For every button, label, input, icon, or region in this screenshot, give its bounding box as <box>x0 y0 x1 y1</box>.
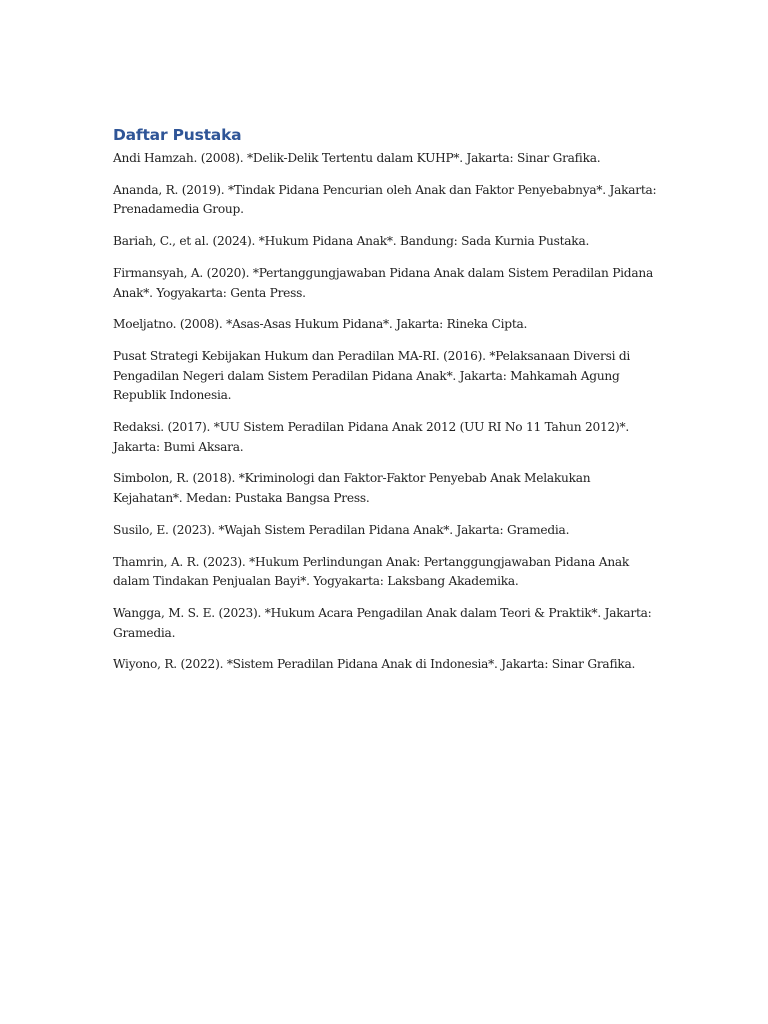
reference-item: Susilo, E. (2023). *Wajah Sistem Peradilan Pidana Anak*. Jakarta: Gramedia. <box>113 522 570 537</box>
reference-item: Firmansyah, A. (2020). *Pertanggungjawaban Pidana Anak dalam Sistem Peradilan Pidana Anak*. Yogyakarta: Genta Press. <box>113 265 653 300</box>
reference-item: Andi Hamzah. (2008). *Delik-Delik Tertentu dalam KUHP*. Jakarta: Sinar Grafika. <box>113 151 601 165</box>
reference-item: Wangga, M. S. E. (2023). *Hukum Acara Pengadilan Anak dalam Teori & Praktik*. Jakarta: Gramedia. <box>113 605 652 640</box>
document-body <box>113 124 658 687</box>
reference-item: Thamrin, A. R. (2023). *Hukum Perlindungan Anak: Pertanggungjawaban Pidana Anak dalam Tindakan Penjualan Bayi*. Yogyakarta: Laksbang Akademika. <box>113 554 630 589</box>
reference-item: Bariah, C., et al. (2024). *Hukum Pidana Anak*. Bandung: Sada Kurnia Pustaka. <box>113 234 590 249</box>
reference-item: Wiyono, R. (2022). *Sistem Peradilan Pidana Anak di Indonesia*. Jakarta: Sinar Grafika. <box>113 657 636 672</box>
reference-item: Redaksi. (2017). *UU Sistem Peradilan Pidana Anak 2012 (UU RI No 11 Tahun 2012)*. Jakarta: Bumi Aksara. <box>113 420 629 454</box>
reference-item: Pusat Strategi Kebijakan Hukum dan Peradilan MA-RI. (2016). *Pelaksanaan Diversi di Pengadilan Negeri dalam Sistem Peradilan Pidana Anak*. Jakarta: Mahkamah Agung Republik Indonesia. <box>113 349 631 403</box>
section-heading: Daftar Pustaka <box>113 126 242 144</box>
reference-item: Ananda, R. (2019). *Tindak Pidana Pencurian oleh Anak dan Faktor Penyebabnya*. Jakarta: Prenadamedia Group. <box>113 182 657 217</box>
reference-item: Simbolon, R. (2018). *Kriminologi dan Faktor-Faktor Penyebab Anak Melakukan Kejahatan*. Medan: Pustaka Bangsa Press. <box>113 471 591 506</box>
reference-list <box>113 149 658 675</box>
reference-item: Moeljatno. (2008). *Asas-Asas Hukum Pidana*. Jakarta: Rineka Cipta. <box>113 317 528 332</box>
